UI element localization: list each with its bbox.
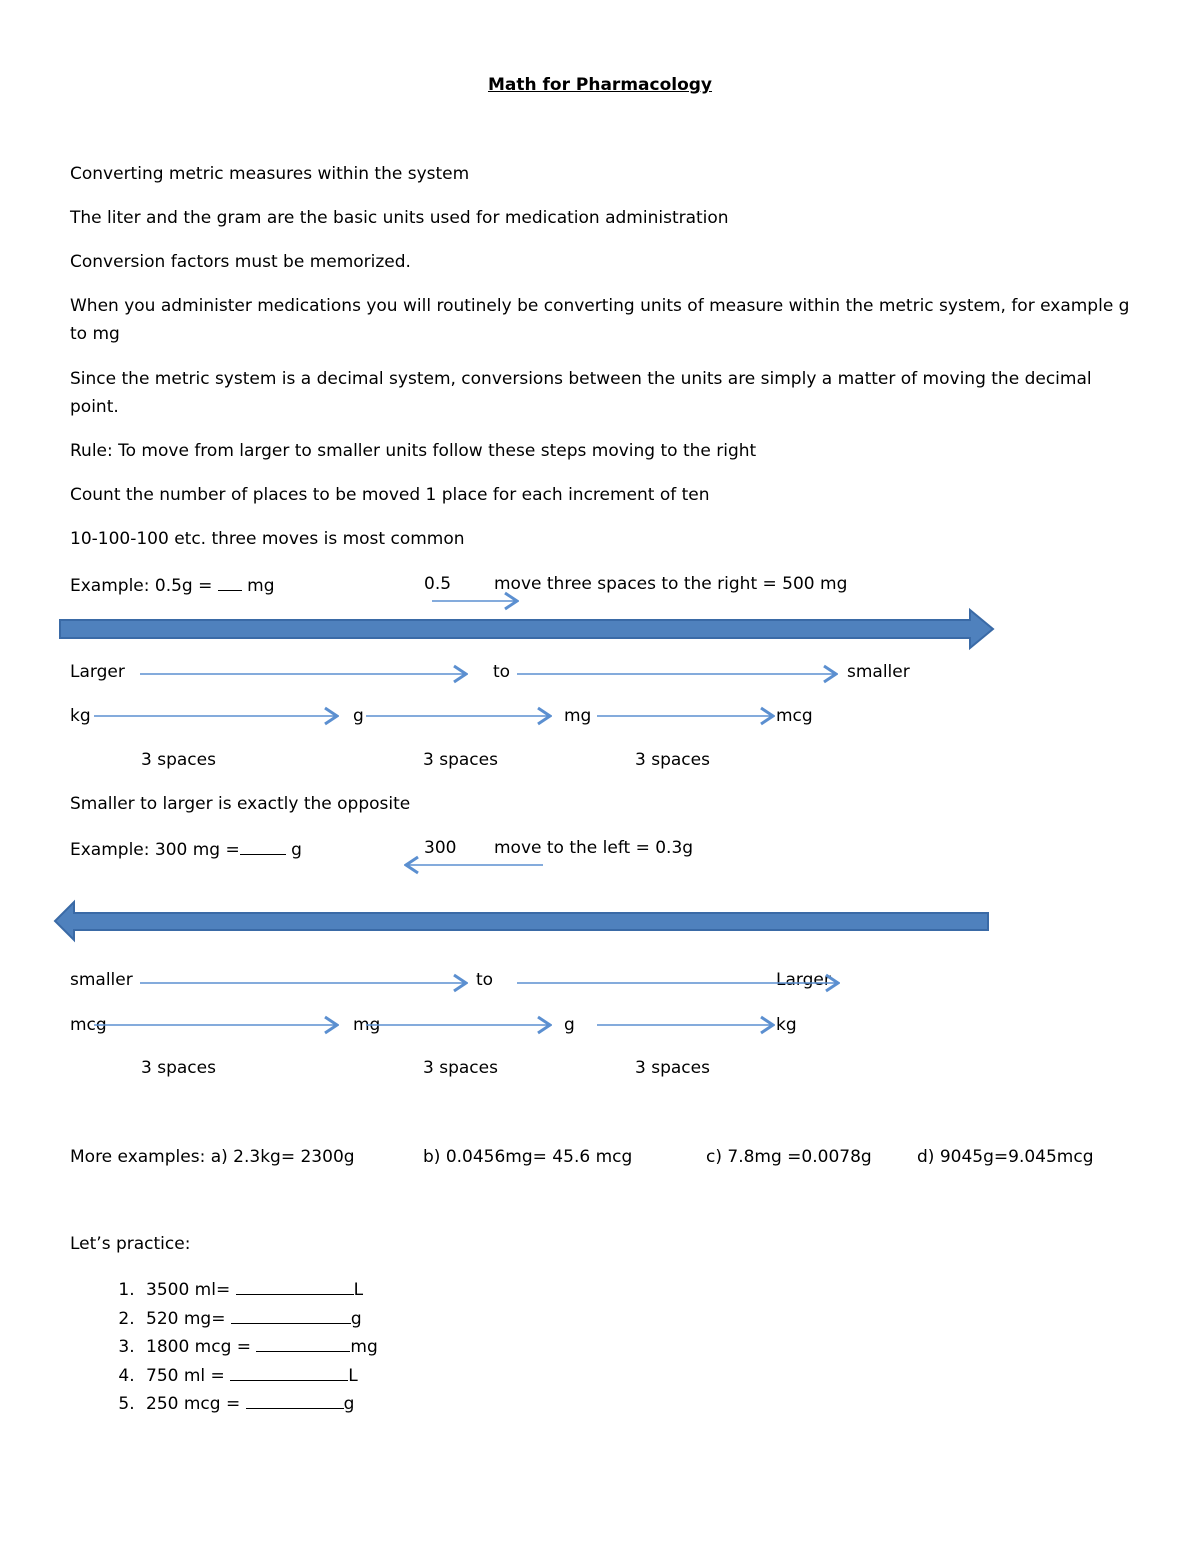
- page-title: Math for Pharmacology: [487, 75, 713, 95]
- rule-line: Rule: To move from larger to smaller units follow these steps moving to the right: [70, 441, 757, 461]
- ls-spaces-1: 3 spaces: [141, 750, 216, 770]
- practice-item-3: 3. 1800 mcg = mg: [140, 1333, 378, 1362]
- more-examples-d: d) 9045g=9.045mcg: [917, 1147, 1094, 1167]
- sl-spaces-3: 3 spaces: [635, 1058, 710, 1078]
- intro-line-5: Since the metric system is a decimal system, conversions between the units are simply a matter of moving the decimal point.: [70, 369, 1092, 417]
- practice-heading: Let’s practice:: [70, 1234, 191, 1254]
- practice-item-4: 4. 750 ml = L: [140, 1362, 378, 1391]
- example1-prompt: Example: 0.5g = mg: [70, 573, 275, 597]
- practice-item-2: 2. 520 mg= g: [140, 1305, 378, 1334]
- practice-item-5: 5. 250 mcg = g: [140, 1390, 378, 1419]
- intro-line-3: Conversion factors must be memorized.: [70, 252, 411, 272]
- example2-explanation: move to the left = 0.3g: [494, 838, 694, 858]
- sl-unit-mcg: mcg: [70, 1015, 107, 1035]
- sl-word-to: to: [476, 970, 494, 990]
- intro-line-2: The liter and the gram are the basic units used for medication administration: [70, 208, 729, 228]
- more-examples-c: c) 7.8mg =0.0078g: [706, 1147, 872, 1167]
- ls-spaces-3: 3 spaces: [635, 750, 710, 770]
- ls-unit-g: g: [353, 706, 364, 726]
- ls-unit-mcg: mcg: [776, 706, 813, 726]
- practice-item-1: 1. 3500 ml= L: [140, 1276, 378, 1305]
- intro-line-1: Converting metric measures within the system: [70, 164, 470, 184]
- more-examples-b: b) 0.0456mg= 45.6 mcg: [423, 1147, 633, 1167]
- ls-unit-mg: mg: [564, 706, 592, 726]
- big-right-arrow: [60, 610, 993, 648]
- ls-word-smaller: smaller: [847, 662, 910, 682]
- big-left-arrow: [55, 902, 988, 940]
- ls-word-to: to: [493, 662, 511, 682]
- moves-line: 10-100-100 etc. three moves is most common: [70, 529, 465, 549]
- example1-explanation: move three spaces to the right = 500 mg: [494, 574, 848, 594]
- ls-word-larger: Larger: [70, 662, 125, 682]
- sl-word-larger: Larger: [776, 970, 831, 990]
- more-examples-a: More examples: a) 2.3kg= 2300g: [70, 1147, 355, 1167]
- sl-spaces-1: 3 spaces: [141, 1058, 216, 1078]
- sl-spaces-2: 3 spaces: [423, 1058, 498, 1078]
- sl-unit-g: g: [564, 1015, 575, 1035]
- example2-prompt: Example: 300 mg = g: [70, 837, 302, 861]
- intro-line-4: When you administer medications you will routinely be converting units of measure within the metric system, for example g to mg: [70, 296, 1130, 344]
- opposite-note: Smaller to larger is exactly the opposite: [70, 794, 411, 814]
- sl-word-smaller: smaller: [70, 970, 133, 990]
- sl-unit-mg: mg: [353, 1015, 381, 1035]
- example1-value: 0.5: [424, 574, 452, 594]
- ls-spaces-2: 3 spaces: [423, 750, 498, 770]
- count-line: Count the number of places to be moved 1 place for each increment of ten: [70, 485, 710, 505]
- ls-unit-kg: kg: [70, 706, 91, 726]
- sl-unit-kg: kg: [776, 1015, 797, 1035]
- example2-value: 300: [424, 838, 457, 858]
